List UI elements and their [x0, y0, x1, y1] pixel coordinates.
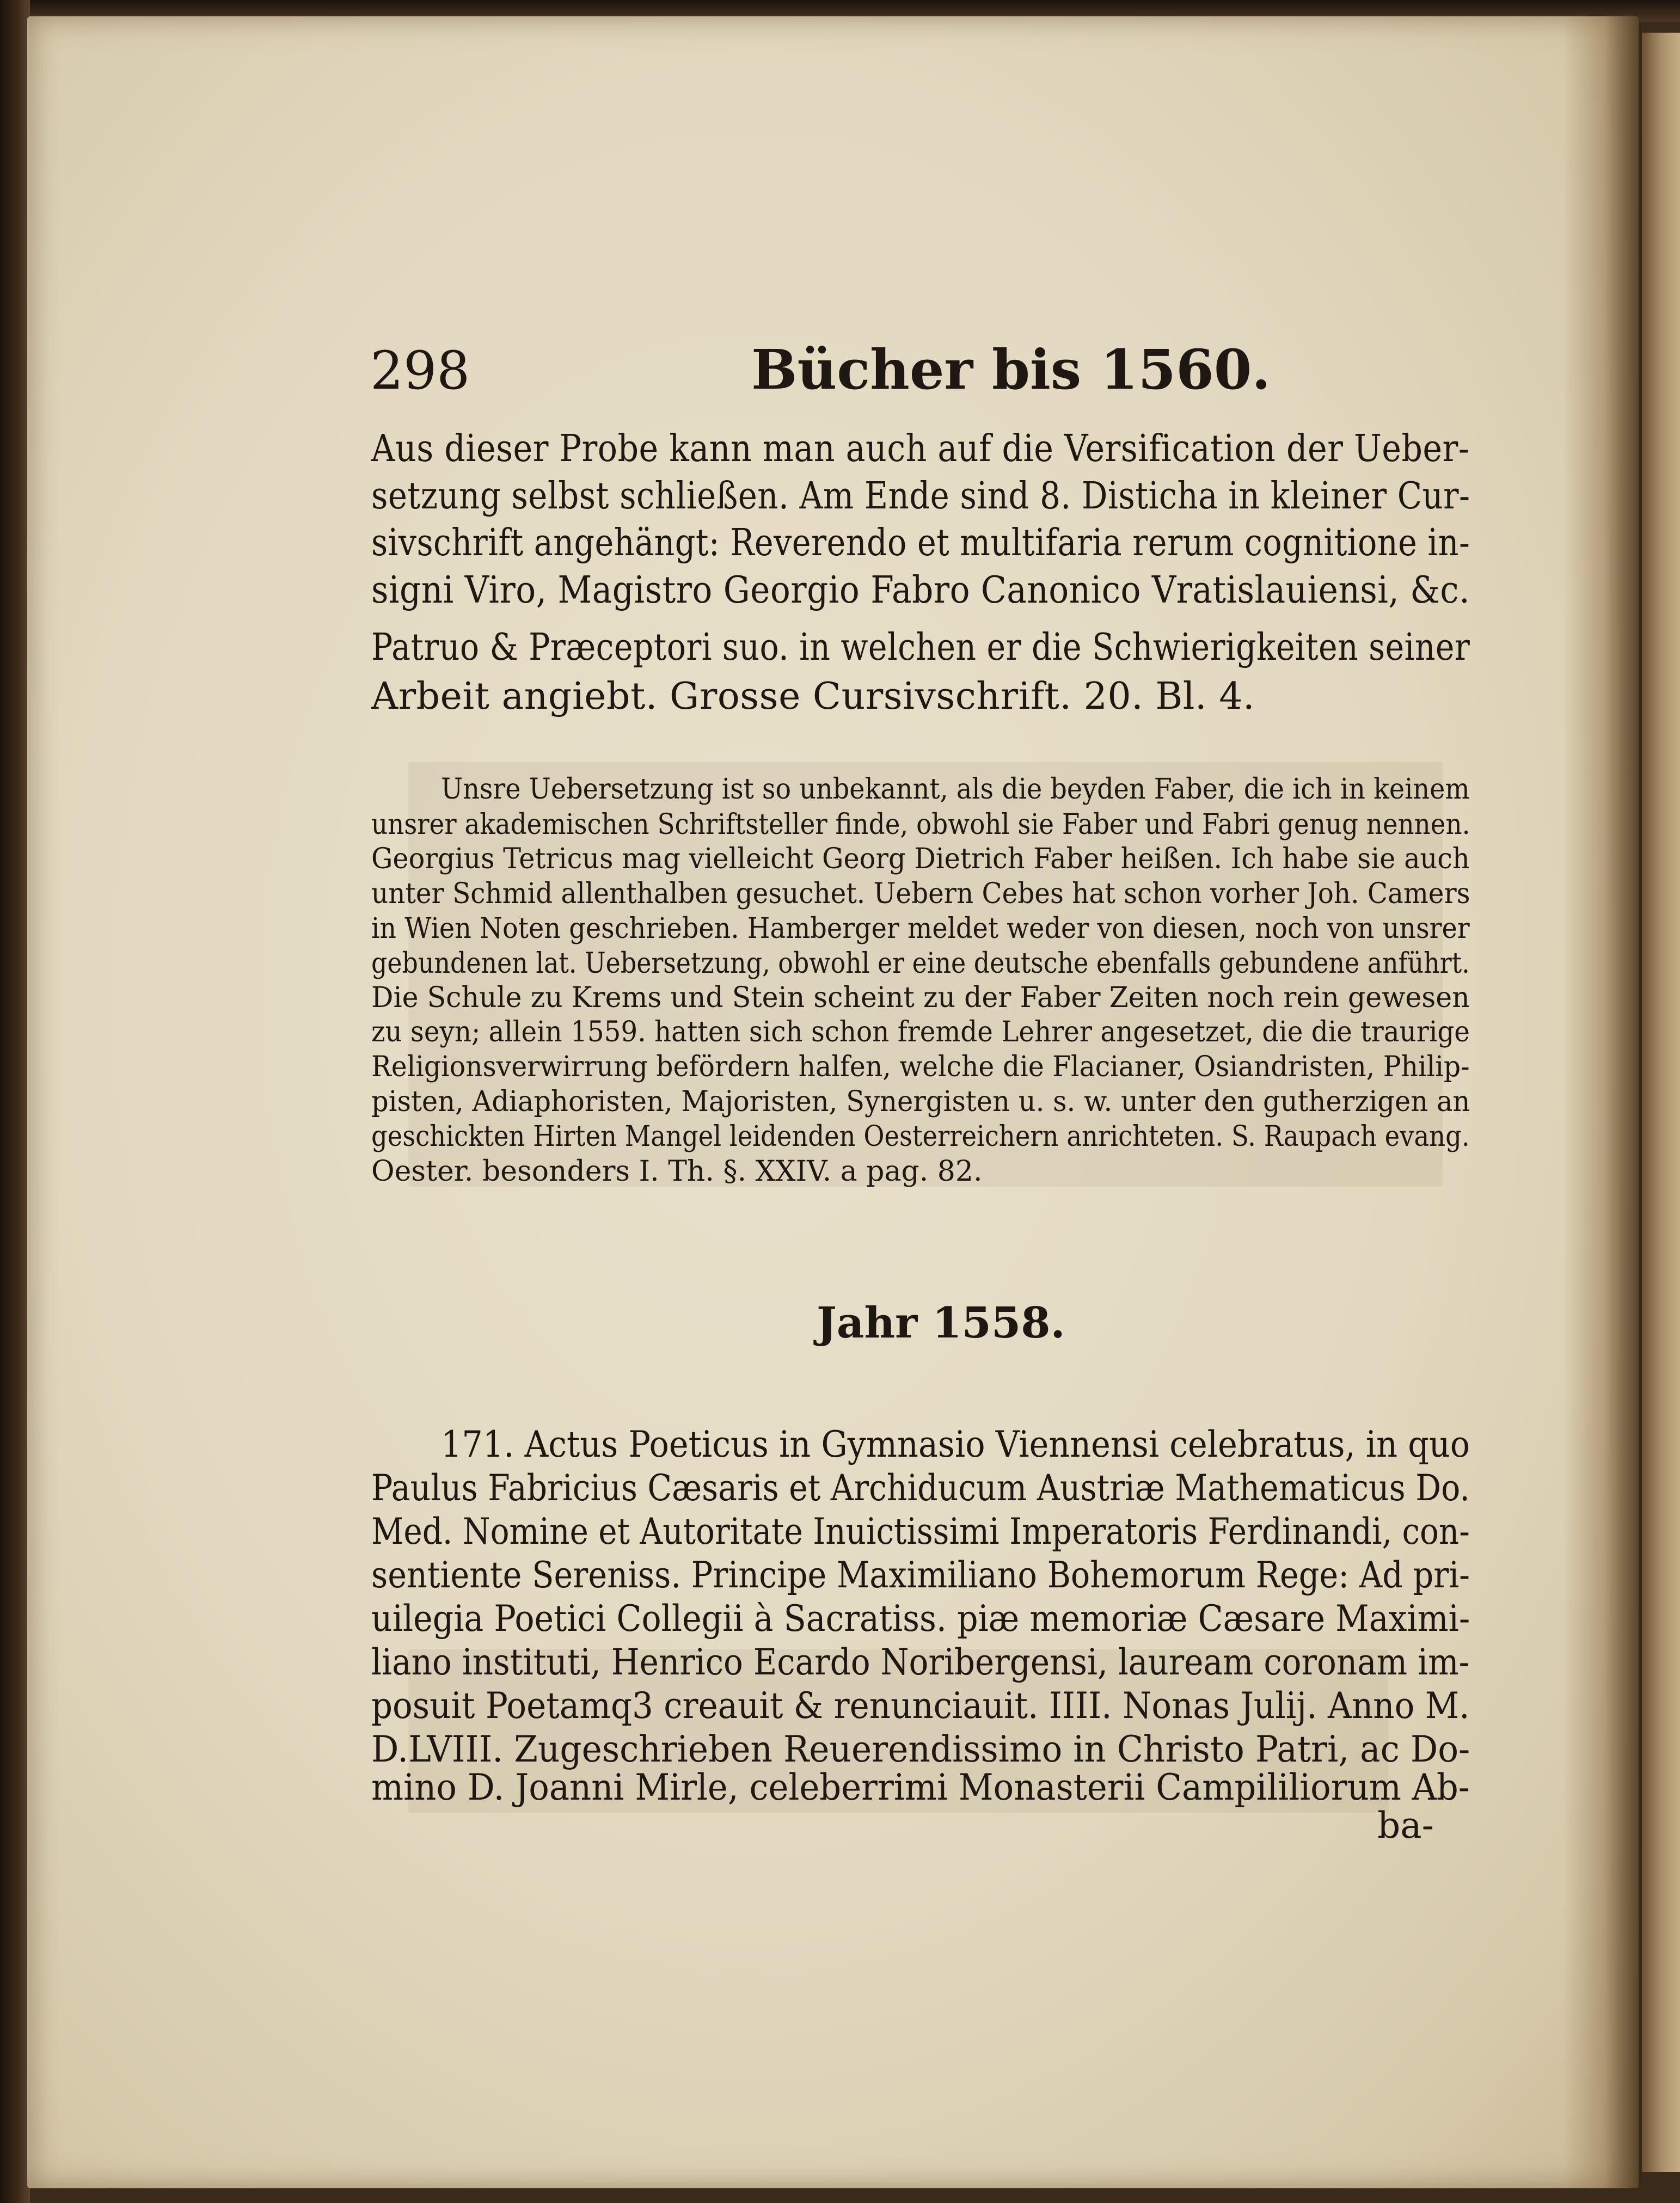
page-gutter-shadow [1562, 16, 1639, 2188]
entry-line: Paulus Fabricius Cæsaris et Archiducum Austriæ Mathematicus Do. [371, 1467, 1470, 1509]
entry-line: mino D. Joanni Mirle, celeberrimi Monasterii Campililiorum Ab- [371, 1766, 1470, 1808]
running-title: Bücher bis 1560. [751, 337, 1271, 402]
paragraph-line: sivschrift angehängt: Reverendo et multifaria rerum cognitione in- [371, 521, 1470, 564]
note-line: zu seyn; allein 1559. hatten sich schon fremde Lehrer angesetzet, die die traurige [371, 1016, 1470, 1048]
paragraph-line: Arbeit angiebt. Grosse Cursivschrift. 20. Bl. 4. [371, 675, 1255, 718]
note-line: Die Schule zu Krems und Stein scheint zu der Faber Zeiten noch rein gewesen [371, 981, 1470, 1014]
next-page-edge [1642, 33, 1680, 2172]
note-line: Georgius Tetricus mag vielleicht Georg Dietrich Faber heißen. Ich habe sie auch [371, 843, 1470, 875]
entry-line: liano instituti, Henrico Ecardo Noribergensi, lauream coronam im- [371, 1641, 1470, 1683]
book-left-edge [0, 0, 30, 2203]
page-number: 298 [370, 340, 470, 401]
entry-line: Med. Nomine et Autoritate Inuictissimi Imperatoris Ferdinandi, con- [371, 1511, 1470, 1552]
paragraph-line: Patruo & Præceptori suo. in welchen er die Schwierigkeiten seiner [371, 626, 1470, 669]
note-line: gebundenen lat. Uebersetzung, obwohl er eine deutsche ebenfalls gebundene anführt. [371, 947, 1470, 980]
note-line: unter Schmid allenthalben gesuchet. Uebern Cebes hat schon vorher Joh. Camers [371, 877, 1470, 910]
note-line: geschickten Hirten Mangel leidenden Oesterreichern anrichteten. S. Raupach evang. [371, 1120, 1470, 1153]
entry-line: posuit Poetamq3 creauit & renunciauit. IIII. Nonas Julij. Anno M. [371, 1685, 1470, 1727]
entry-line: uilegia Poetici Collegii à Sacratiss. piæ memoriæ Cæsare Maximi- [371, 1598, 1470, 1640]
entry-line: sentiente Sereniss. Principe Maximiliano Bohemorum Rege: Ad pri- [371, 1554, 1470, 1596]
note-line: pisten, Adiaphoristen, Majoristen, Synergisten u. s. w. unter den gutherzigen an [371, 1085, 1470, 1118]
section-heading: Jahr 1558. [817, 1298, 1065, 1348]
note-line: Oester. besonders I. Th. §. XXIV. a pag. 82. [371, 1155, 983, 1188]
note-line: in Wien Noten geschrieben. Hamberger meldet weder von diesen, noch von unsrer [371, 912, 1470, 945]
entry-line: D.LVIII. Zugeschrieben Reuerendissimo in Christo Patri, ac Do- [371, 1728, 1470, 1770]
note-line: unsrer akademischen Schriftsteller finde, obwohl sie Faber und Fabri genug nennen. [371, 808, 1470, 841]
paragraph-line: signi Viro, Magistro Georgio Fabro Canonico Vratislauiensi, &c. [371, 569, 1470, 612]
entry-line: 171. Actus Poeticus in Gymnasio Viennensi celebratus, in quo [441, 1423, 1470, 1465]
paragraph-line: Aus dieser Probe kann man auch auf die Versification der Ueber- [371, 427, 1470, 470]
note-line: Religionsverwirrung befördern halfen, welche die Flacianer, Osiandristen, Philip- [371, 1051, 1470, 1083]
catchword: ba- [1377, 1805, 1434, 1846]
note-line: Unsre Uebersetzung ist so unbekannt, als die beyden Faber, die ich in keinem [441, 773, 1470, 806]
paragraph-line: setzung selbst schließen. Am Ende sind 8. Disticha in kleiner Cur- [371, 475, 1470, 518]
